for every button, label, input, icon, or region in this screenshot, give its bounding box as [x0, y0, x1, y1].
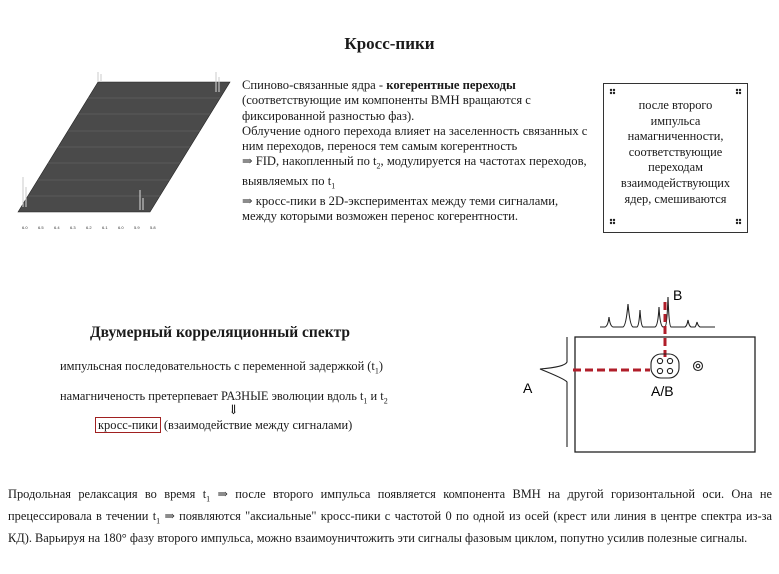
stacked-2d-spectrum-figure [8, 72, 238, 242]
svg-text:6.5: 6.5 [38, 225, 44, 230]
mixing-note-text: после второго импульса намагниченности, соответствующие переходам взаимодействующих ядер, смешиваются [620, 98, 731, 206]
svg-text:6.0: 6.0 [118, 225, 124, 230]
svg-text:6.3: 6.3 [70, 225, 76, 230]
intro-paragraph-3: ⇒ FID, накопленный по $t_2$, модулируется на частотах переходов, выявляемых по $t_1$ [242, 154, 587, 191]
cross-peaks-label: кросс-пики [95, 417, 161, 433]
intro-bold-term: когерентные переходы [386, 78, 516, 92]
svg-text:6.2: 6.2 [86, 225, 92, 230]
cross-peaks-line: кросс-пики (взаимодействие между сигналами) [95, 418, 352, 433]
cross-peak-cluster [651, 354, 703, 378]
svg-text:6.4: 6.4 [54, 225, 60, 230]
intro-paragraph-1: Спиново-связанные ядра - когерентные переходы (соответствующие им компоненты ВМН вращаются с фиксированной разностью фаз). [242, 78, 531, 123]
horizontal-projection-spectrum [600, 297, 715, 327]
intro-paragraph-4: ⇒ кросс-пики в 2D-экспериментах между теми сигналами, между которыми возможен перенос когерентности. [242, 194, 559, 224]
section-subtitle: Двумерный корреляционный спектр [90, 324, 351, 341]
bottom-paragraph: Продольная релаксация во время $t_1$ ⇒ после второго импульса появляется компонента ВМН на другой горизонтальной оси. Она не прецессировала в течении $t_1$ ⇒ появляются "аксиальные" кросс-пики с частотой 0 по одной из осей (крест или линия в центре спектра из-за КД). Варьируя на 180° фазу второго импульса, можно взаимоуничтожить эти сигналы фазовым циклом, попутно усилив полезные сигналы. [8, 487, 772, 546]
correlation-spectrum-diagram [505, 282, 775, 457]
vertical-projection-spectrum [540, 337, 567, 447]
label-b: B [673, 287, 683, 303]
mixing-note-box [603, 83, 748, 233]
down-arrow-icon: ⇓ [228, 402, 239, 417]
page-title: Кросс-пики [344, 34, 435, 53]
evolution-line: намагниченость претерпевает РАЗНЫЕ эволюции вдоль $t_1$ и $t_2$ [60, 389, 388, 406]
label-a: A [523, 380, 533, 396]
svg-text:5.9: 5.9 [134, 225, 140, 230]
label-ab: A/B [651, 383, 674, 399]
svg-text:5.8: 5.8 [150, 225, 156, 230]
intro-text [242, 78, 592, 225]
intro-paragraph-2: Облучение одного перехода влияет на заселенность связанных с ним переходов, перенося тем самым когерентность [242, 123, 588, 154]
pulse-sequence-line: импульсная последовательность с переменной задержкой $(t_1)$ [60, 359, 384, 376]
svg-text:6.1: 6.1 [102, 225, 108, 230]
svg-text:6.0: 6.0 [22, 225, 28, 230]
